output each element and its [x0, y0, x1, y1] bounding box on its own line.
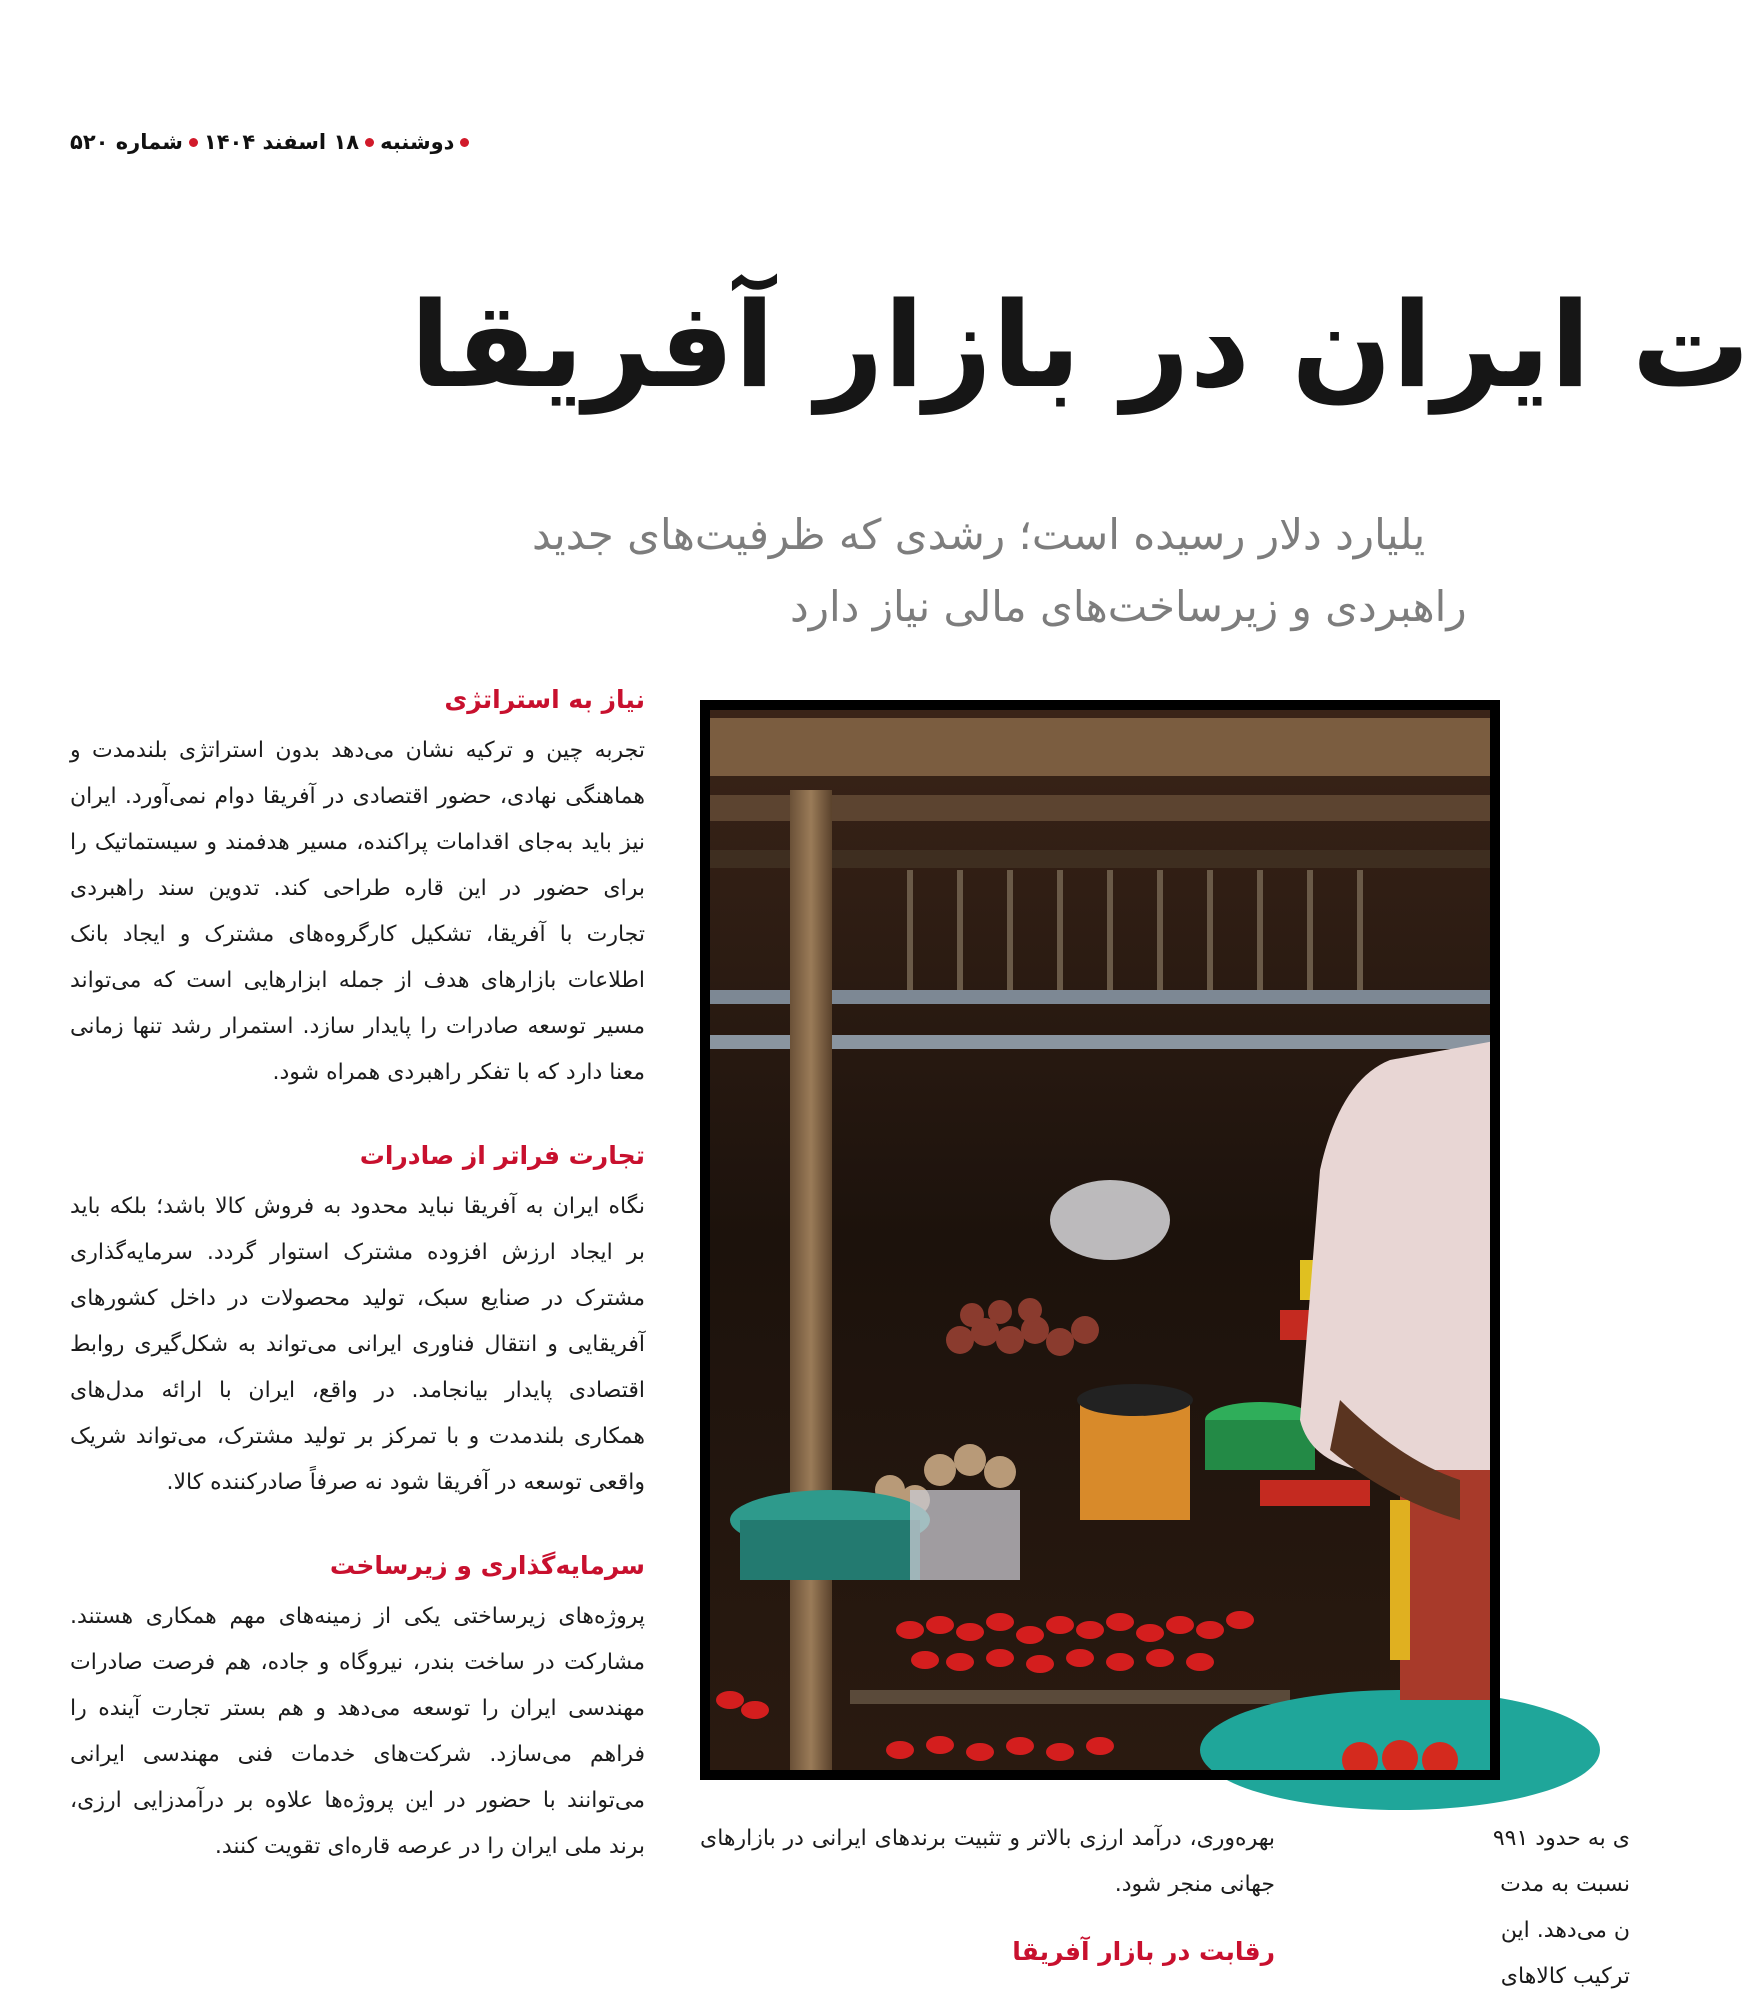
- bullet-dot-icon: [189, 138, 198, 147]
- market-photo-illustration: [700, 700, 1500, 1780]
- section-title-beyond-exports: تجارت فراتر از صادرات: [359, 1141, 645, 1170]
- section-title-infrastructure: سرمایه‌گذاری و زیرساخت: [329, 1551, 645, 1580]
- dateline: [70, 130, 469, 154]
- headline-container: [0, 270, 1750, 450]
- far-column-line: ن می‌دهد. این: [1500, 1918, 1630, 1943]
- bullet-dot-icon: [460, 138, 469, 147]
- article-far-right-column: [1330, 1816, 1630, 1989]
- market-stall-photo: [700, 700, 1500, 1780]
- section-body-beyond-exports: نگاه ایران به آفریقا نباید محدود به فروش کالا باشد؛ بلکه باید بر ایجاد ارزش افزوده مشترک استوار گردد. سرمایه‌گذاری مشترک در صنایع سبک، تولید محصولات در داخل کشورهای آفریقایی و انتقال فناوری ایرانی می‌تواند به شکل‌گیری روابط اقتصادی پایدار بیانجامد. در واقع، ایران با ارائه مدل‌های همکاری بلندمدت و با تمرکز بر تولید مشترک، می‌تواند شریک واقعی توسعه در آفریقا شود نه صرفاً صادرکننده کالا.: [70, 1194, 645, 1495]
- far-column-line: ی به حدود ۹۹۱: [1492, 1826, 1630, 1851]
- article-left-column: [70, 680, 645, 1978]
- middle-column-body: بهره‌وری، درآمد ارزی بالاتر و تثبیت برندهای ایرانی در بازارهای جهانی منجر شود.: [700, 1826, 1275, 1897]
- subhead-line-2: راهبردی و زیرساخت‌های مالی نیاز دارد: [790, 582, 1467, 631]
- section-body-infrastructure: پروژه‌های زیرساختی یکی از زمینه‌های مهم همکاری هستند. مشارکت در ساخت بندر، نیروگاه و جاده، هم فرصت صادرات مهندسی ایران را توسعه می‌دهد و هم بستر تجارت آینده را فراهم می‌سازد. شرکت‌های خدمات فنی مهندسی ایرانی می‌توانند با حضور در این پروژه‌ها علاوه بر درآمدزایی ارزی، برند ملی ایران را در عرصه قاره‌ای تقویت کنند.: [70, 1604, 645, 1859]
- bullet-dot-icon: [365, 138, 374, 147]
- page-headline: ت ایران در بازار آفریقا: [410, 276, 1750, 414]
- section-title-competition: رقابت در بازار آفریقا: [1012, 1937, 1275, 1966]
- subhead-container: [0, 500, 1500, 660]
- section-body-strategy: تجربه چین و ترکیه نشان می‌دهد بدون استراتژی بلندمدت و هماهنگی نهادی، حضور اقتصادی در آفریقا دوام نمی‌آورد. ایران نیز باید به‌جای اقدامات پراکنده، مسیر هدفمند و سیستماتیک را برای حضور در این قاره طراحی کند. تدوین سند راهبردی تجارت با آفریقا، تشکیل کارگروه‌های مشترک و ایجاد بانک اطلاعات بازارهای هدف از جمله ابزارهایی است که می‌تواند مسیر توسعه صادرات را پایدار سازد. استمرار رشد تنها زمانی معنا دارد که با تفکر راهبردی همراه شود.: [70, 738, 645, 1085]
- dateline-issue: شماره ۵۲۰: [70, 130, 183, 154]
- subhead-line-1: یلیارد دلار رسیده است؛ رشدی که ظرفیت‌های جدید: [532, 510, 1426, 559]
- dateline-date: ۱۸ اسفند ۱۴۰۴: [203, 130, 360, 154]
- dateline-day: دوشنبه: [380, 130, 455, 154]
- article-middle-column: [700, 1816, 1275, 1978]
- far-column-line: ترکیب کالاهای: [1500, 1964, 1630, 1989]
- section-title-strategy: نیاز به استراتژی: [444, 685, 645, 714]
- far-column-line: نسبت به مدت: [1500, 1872, 1630, 1897]
